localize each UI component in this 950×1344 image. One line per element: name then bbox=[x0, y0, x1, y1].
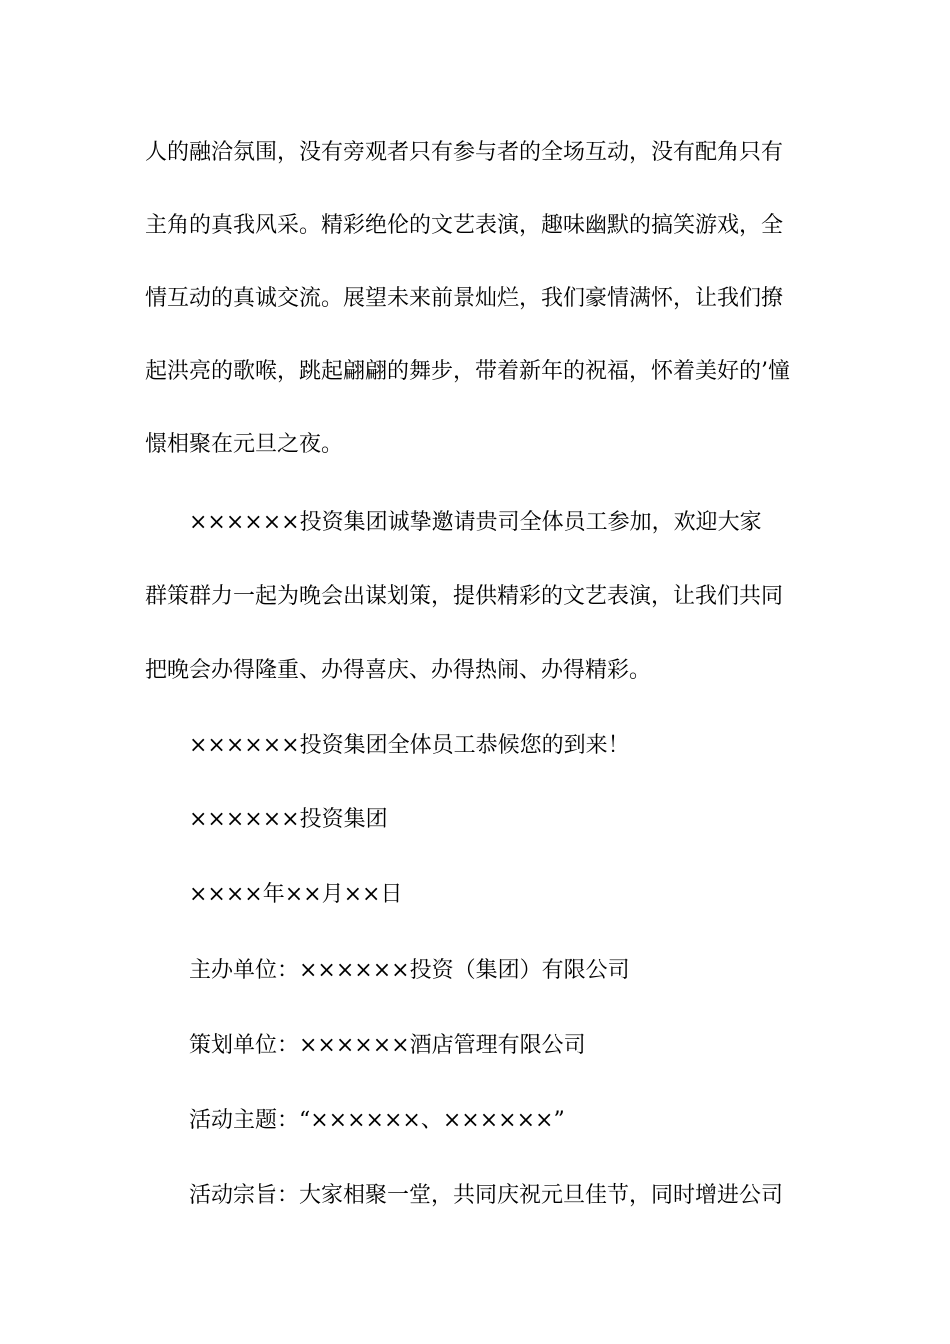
paragraph-line: 憬相聚在元旦之夜。 bbox=[145, 432, 344, 457]
signature-organization: ××××××投资集团 bbox=[189, 807, 388, 832]
signature-date: ××××年××月××日 bbox=[189, 882, 403, 907]
paragraph-line: ××××××投资集团诚挚邀请贵司全体员工参加，欢迎大家 bbox=[189, 510, 762, 535]
paragraph-line: 把晚会办得隆重、办得喜庆、办得热闹、办得精彩。 bbox=[145, 658, 652, 683]
planner-line: 策划单位：××××××酒店管理有限公司 bbox=[189, 1033, 586, 1058]
paragraph-line: 起洪亮的歌喉，跳起翩翩的舞步，带着新年的祝福，怀着美好的’憧 bbox=[145, 359, 790, 384]
paragraph-line: 人的融洽氛围，没有旁观者只有参与者的全场互动，没有配角只有 bbox=[145, 140, 784, 165]
organizer-line: 主办单位：××××××投资（集团）有限公司 bbox=[189, 958, 630, 983]
paragraph-line: 主角的真我风采。精彩绝伦的文艺表演，趣味幽默的搞笑游戏，全 bbox=[145, 213, 784, 238]
paragraph-line: 群策群力一起为晚会出谋划策，提供精彩的文艺表演，让我们共同 bbox=[145, 584, 784, 609]
closing-line: ××××××投资集团全体员工恭候您的到来！ bbox=[189, 733, 630, 758]
paragraph-line: 情互动的真诚交流。展望未来前景灿烂，我们豪情满怀，让我们撩 bbox=[145, 286, 784, 311]
purpose-line: 活动宗旨：大家相聚一堂，共同庆祝元旦佳节，同时增进公司 bbox=[189, 1183, 784, 1208]
theme-line: 活动主题：“××××××、××××××” bbox=[189, 1108, 565, 1133]
